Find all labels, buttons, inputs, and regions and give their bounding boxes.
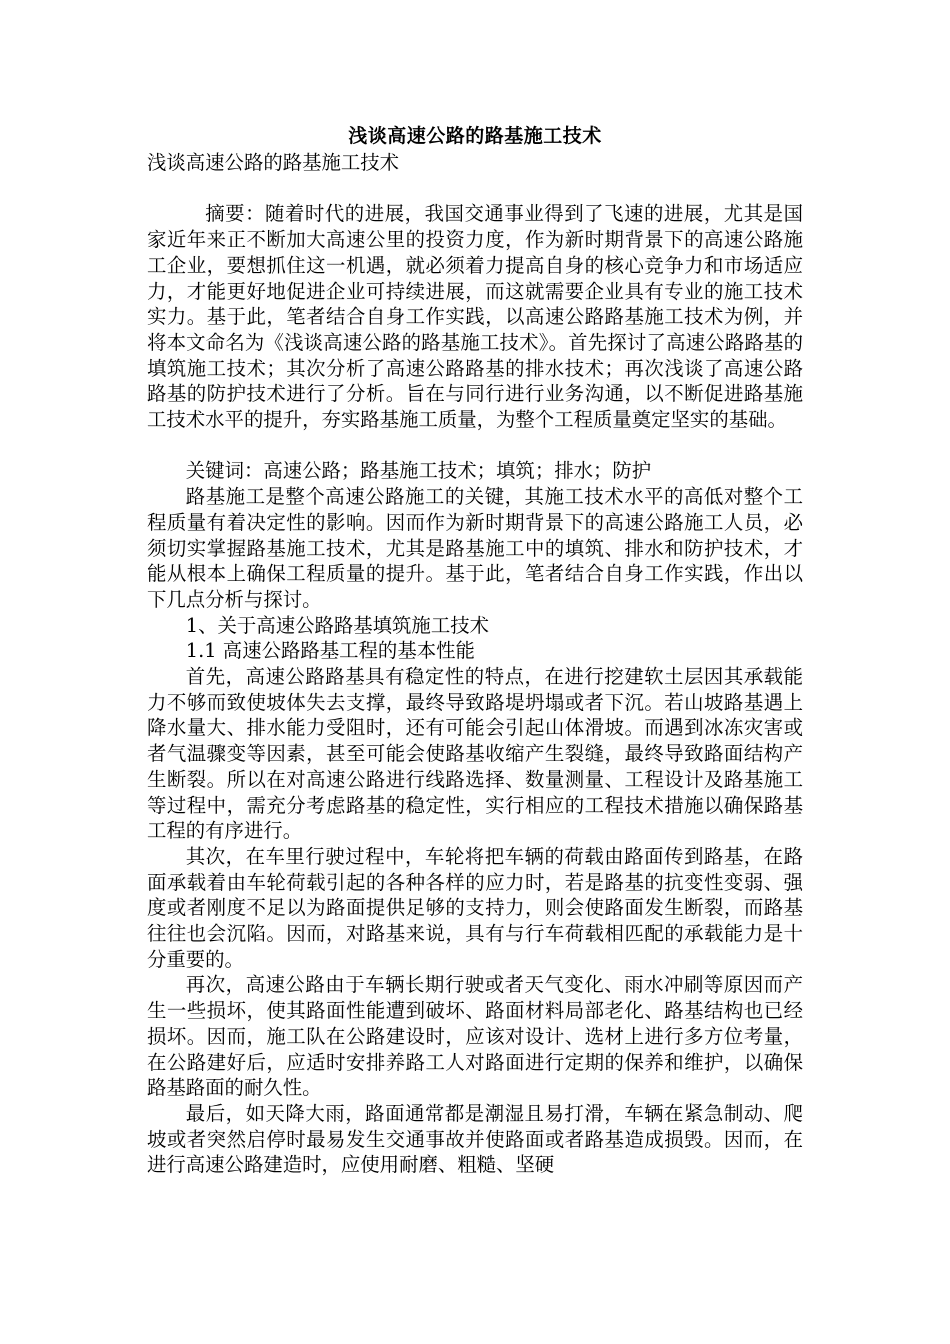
- body-paragraph-first: 首先，高速公路路基具有稳定性的特点，在进行挖建软土层因其承载能力不够而致使坡体失去支撑，最终导致路堤坍塌或者下沉。若山坡路基遇上降水量大、排水能力受阻时，还有可能会引起山体滑坡。而遇到冰冻灾害或者气温骤变等因素，甚至可能会使路基收缩产生裂缝，最终导致路面结构产生断裂。所以在对高速公路进行线路选择、数量测量、工程设计及路基施工等过程中，需充分考虑路基的稳定性，实行相应的工程技术措施以确保路基工程的有序进行。: [147, 665, 803, 843]
- blank-line: [147, 176, 803, 202]
- intro-paragraph: 路基施工是整个高速公路施工的关键，其施工技术水平的高低对整个工程质量有着决定性的影响。因而作为新时期背景下的高速公路施工人员，必须切实掌握路基施工技术，尤其是路基施工中的填筑、排水和防护技术，才能从根本上确保工程质量的提升。基于此，笔者结合自身工作实践，作出以下几点分析与探讨。: [147, 485, 803, 611]
- document-subtitle: 浅谈高速公路的路基施工技术: [147, 151, 400, 174]
- body-paragraph-third: 再次，高速公路由于车辆长期行驶或者天气变化、雨水冲刷等原因而产生一些损坏，使其路面性能遭到破坏、路面材料局部老化、路基结构也已经损坏。因而，施工队在公路建设时，应该对设计、选材上进行多方位考量，在公路建好后，应适时安排养路工人对路面进行定期的保养和维护，以确保路基路面的耐久性。: [147, 973, 803, 1100]
- body-paragraph-last: 最后，如天降大雨，路面通常都是潮湿且易打滑，车辆在紧急制动、爬坡或者突然启停时最易发生交通事故并使路面或者路基造成损毁。因而，在进行高速公路建造时，应使用耐磨、粗糙、坚硬: [147, 1101, 803, 1177]
- document-title: 浅谈高速公路的路基施工技术: [348, 125, 602, 147]
- abstract-paragraph: 摘要：随着时代的进展，我国交通事业得到了飞速的进展，尤其是国家近年来正不断加大高速公里的投资力度，作为新时期背景下的高速公路施工企业，要想抓住这一机遇，就必须着力提高自身的核心竞争力和市场适应力，才能更好地促进企业可持续进展，而这就需要企业具有专业的施工技术实力。基于此，笔者结合自身工作实践，以高速公路路基施工技术为例，并将本文命名为《浅谈高速公路的路基施工技术》。首先探讨了高速公路路基的填筑施工技术；其次分析了高速公路路基的排水技术；再次浅谈了高速公路路基的防护技术进行了分析。旨在与同行进行业务沟通，以不断促进路基施工技术水平的提升，夯实路基施工质量，为整个工程质量奠定坚实的基础。: [147, 202, 803, 432]
- document-body: [147, 150, 803, 1178]
- body-paragraph-second: 其次，在车里行驶过程中，车轮将把车辆的荷载由路面传到路基，在路面承载着由车轮荷载引起的各种各样的应力时，若是路基的抗变性变弱、强度或者刚度不足以为路面提供足够的支持力，则会使路面发生断裂，而路基往往也会沉陷。因而，对路基来说，具有与行车荷载相匹配的承载能力是十分重要的。: [147, 844, 803, 971]
- subsection-heading: 1.1 高速公路路基工程的基本性能: [185, 639, 475, 663]
- blank-line: [147, 433, 803, 459]
- keywords-line: 关键词：高速公路；路基施工技术；填筑；排水；防护: [185, 459, 652, 483]
- section-heading: 1、关于高速公路路基填筑施工技术: [185, 613, 489, 637]
